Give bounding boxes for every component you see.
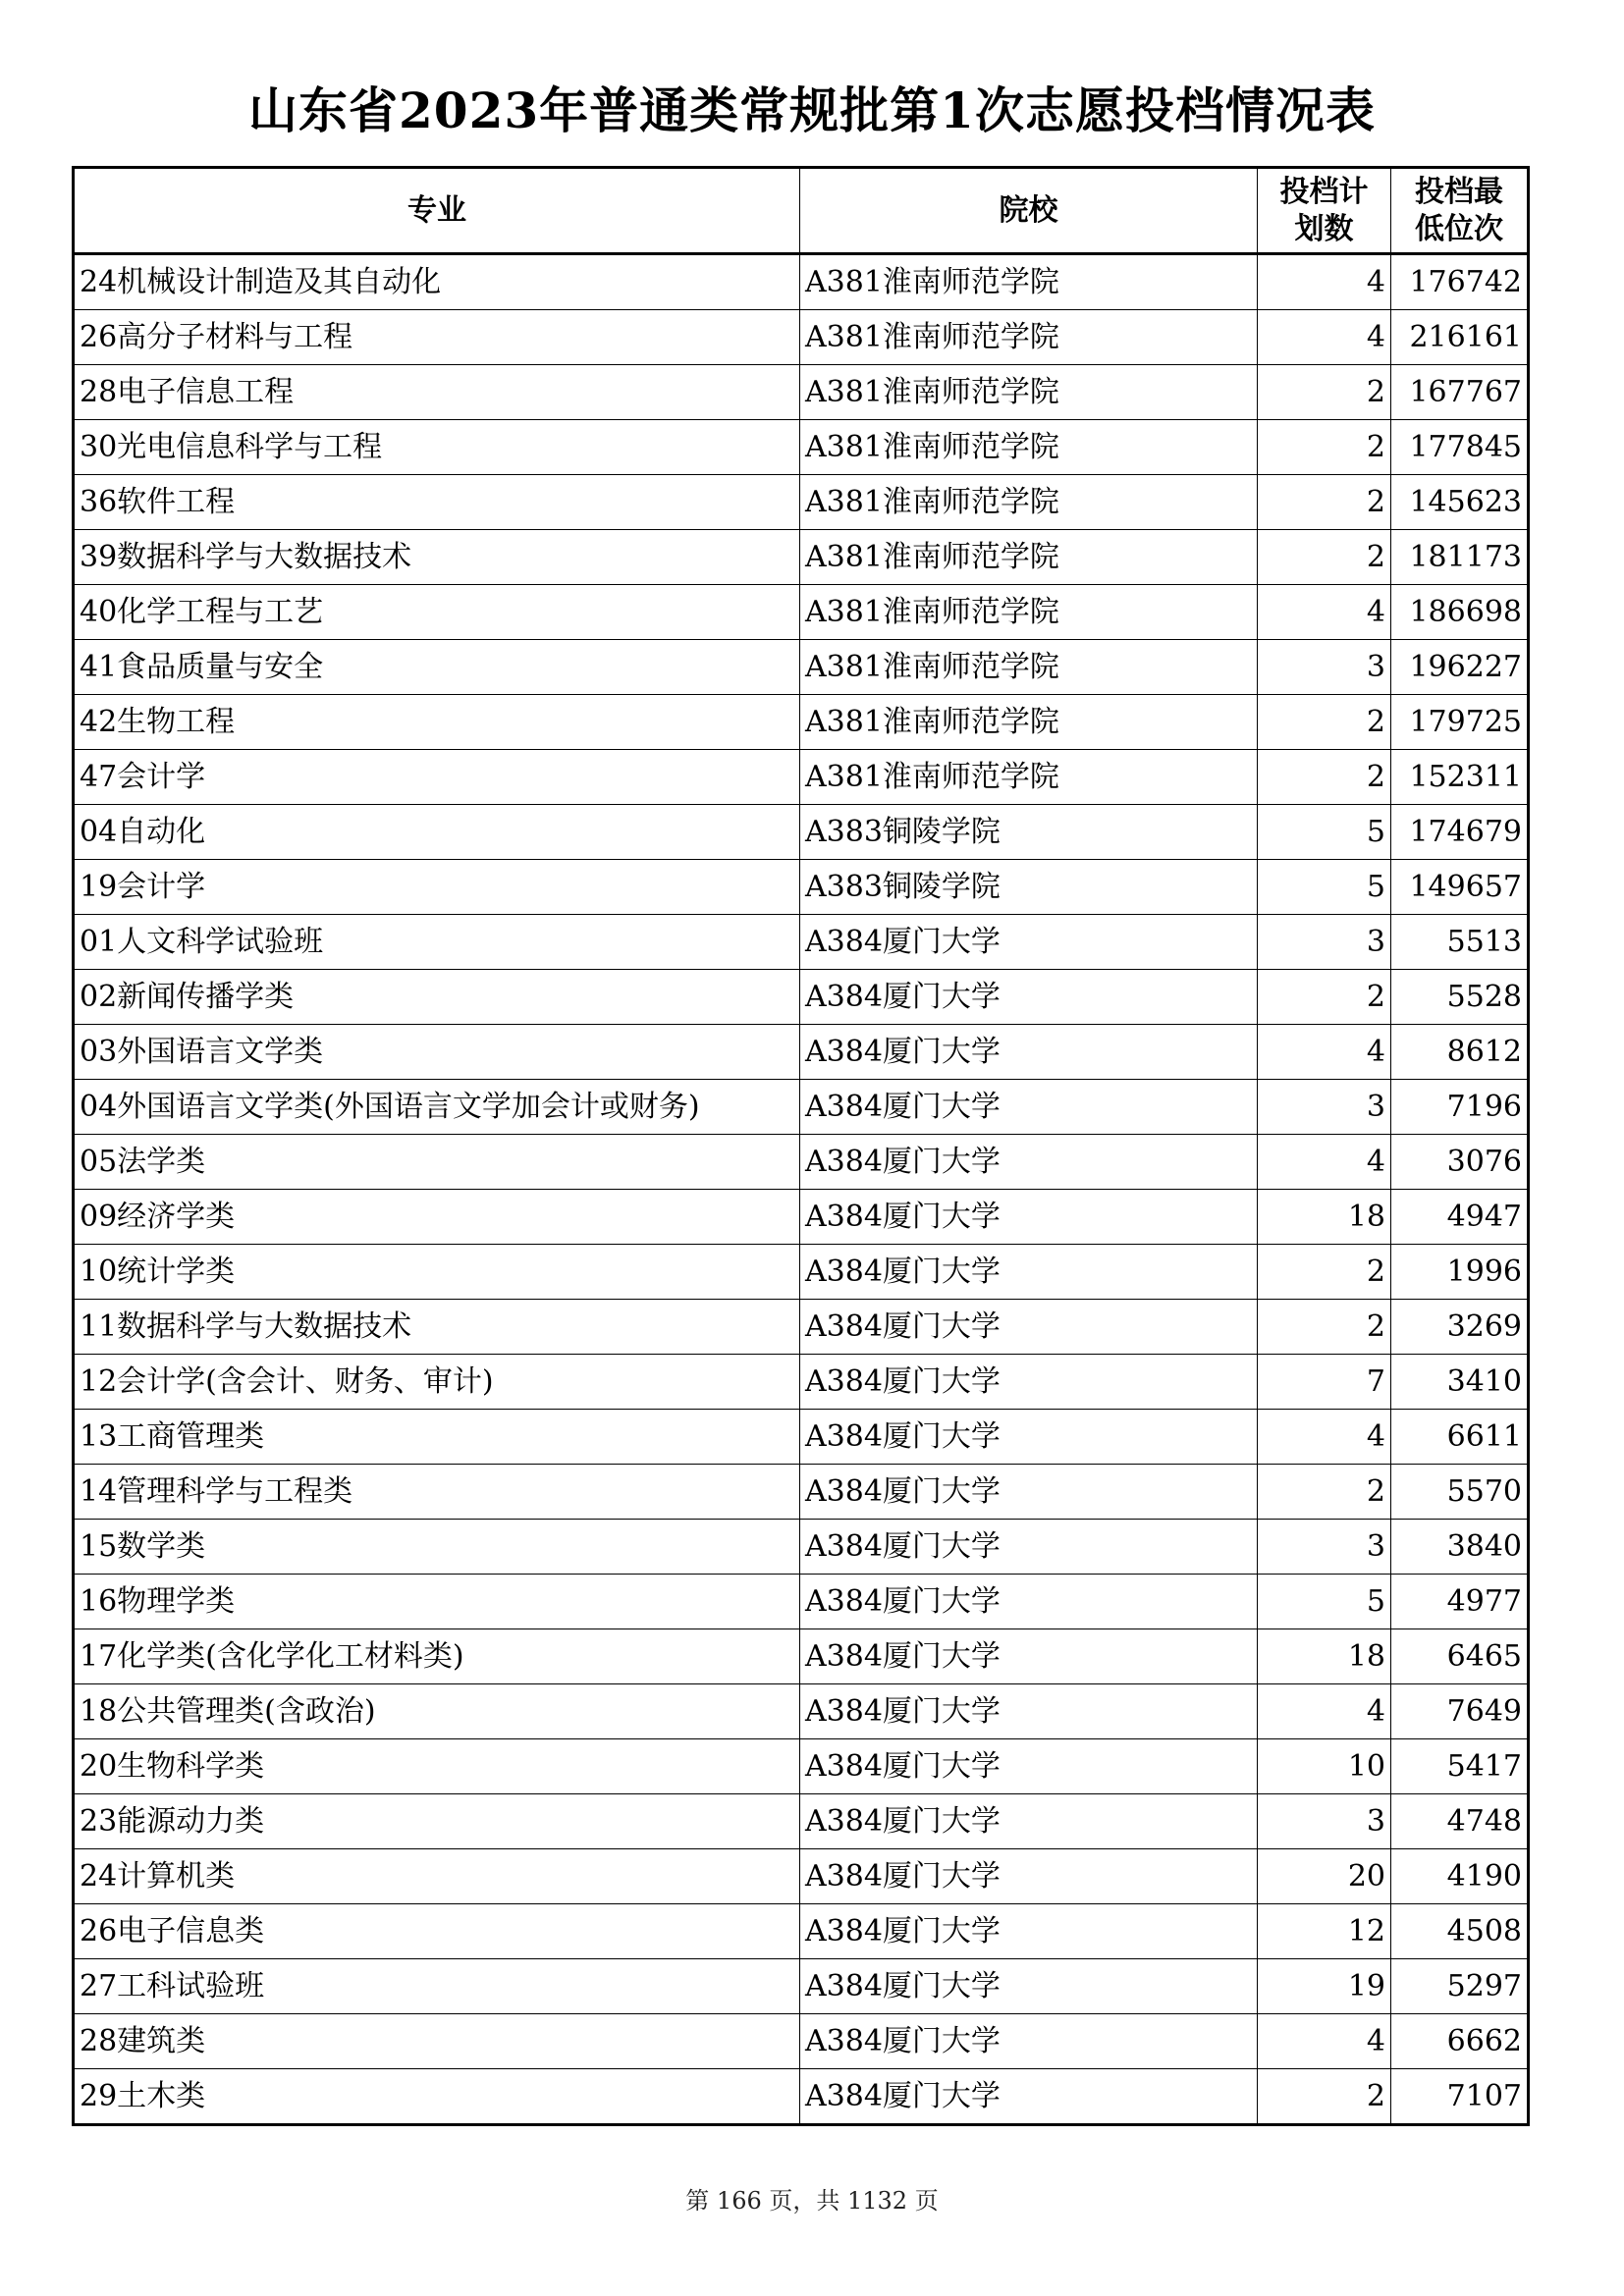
table-row (74, 585, 1529, 640)
major-cell: 41食品质量与安全 (74, 640, 800, 695)
table-header (74, 168, 1529, 254)
school-cell: A381淮南师范学院 (800, 420, 1258, 475)
min-rank-cell: 7107 (1391, 2069, 1529, 2125)
min-rank-cell: 145623 (1391, 475, 1529, 530)
school-cell: A384厦门大学 (800, 1080, 1258, 1135)
school-cell: A384厦门大学 (800, 1739, 1258, 1794)
table-row (74, 1410, 1529, 1465)
header-plan (1258, 168, 1391, 254)
table-row (74, 420, 1529, 475)
plan-count-cell: 18 (1258, 1629, 1391, 1684)
header-major: 专业 (74, 168, 800, 254)
table-row (74, 1739, 1529, 1794)
plan-count-cell: 3 (1258, 1080, 1391, 1135)
plan-count-cell: 20 (1258, 1849, 1391, 1904)
school-cell: A384厦门大学 (800, 1575, 1258, 1629)
header-plan-line1: 投档计 (1279, 174, 1369, 209)
table-row (74, 1465, 1529, 1520)
major-cell: 20生物科学类 (74, 1739, 800, 1794)
min-rank-cell: 196227 (1391, 640, 1529, 695)
min-rank-cell: 174679 (1391, 805, 1529, 860)
school-cell: A384厦门大学 (800, 970, 1258, 1025)
major-cell: 13工商管理类 (74, 1410, 800, 1465)
plan-count-cell: 2 (1258, 475, 1391, 530)
school-cell: A384厦门大学 (800, 1245, 1258, 1300)
major-cell: 40化学工程与工艺 (74, 585, 800, 640)
plan-count-cell: 3 (1258, 1794, 1391, 1849)
major-cell: 10统计学类 (74, 1245, 800, 1300)
table-row (74, 365, 1529, 420)
school-cell: A384厦门大学 (800, 1135, 1258, 1190)
min-rank-cell: 179725 (1391, 695, 1529, 750)
table-row (74, 915, 1529, 970)
min-rank-cell: 4190 (1391, 1849, 1529, 1904)
table-row (74, 2014, 1529, 2069)
plan-count-cell: 5 (1258, 860, 1391, 915)
school-cell: A384厦门大学 (800, 1959, 1258, 2014)
school-cell: A381淮南师范学院 (800, 365, 1258, 420)
table-row (74, 1245, 1529, 1300)
major-cell: 12会计学(含会计、财务、审计) (74, 1355, 800, 1410)
plan-count-cell: 4 (1258, 2014, 1391, 2069)
plan-count-cell: 3 (1258, 915, 1391, 970)
plan-count-cell: 2 (1258, 970, 1391, 1025)
table-row (74, 1135, 1529, 1190)
min-rank-cell: 1996 (1391, 1245, 1529, 1300)
table-body (74, 254, 1529, 2125)
major-cell: 01人文科学试验班 (74, 915, 800, 970)
major-cell: 16物理学类 (74, 1575, 800, 1629)
page-title: 山东省2023年普通类常规批第1次志愿投档情况表 (248, 81, 1376, 139)
header-rank-line1: 投档最 (1415, 174, 1503, 209)
table-row (74, 1794, 1529, 1849)
school-cell: A384厦门大学 (800, 2069, 1258, 2125)
school-cell: A384厦门大学 (800, 1684, 1258, 1739)
school-cell: A384厦门大学 (800, 1849, 1258, 1904)
table-row (74, 475, 1529, 530)
plan-count-cell: 4 (1258, 1684, 1391, 1739)
min-rank-cell: 177845 (1391, 420, 1529, 475)
min-rank-cell: 167767 (1391, 365, 1529, 420)
min-rank-cell: 4947 (1391, 1190, 1529, 1245)
plan-count-cell: 2 (1258, 420, 1391, 475)
table-row (74, 1355, 1529, 1410)
min-rank-cell: 5297 (1391, 1959, 1529, 2014)
major-cell: 24计算机类 (74, 1849, 800, 1904)
plan-count-cell: 3 (1258, 1520, 1391, 1575)
plan-count-cell: 2 (1258, 750, 1391, 805)
plan-count-cell: 10 (1258, 1739, 1391, 1794)
plan-count-cell: 2 (1258, 1465, 1391, 1520)
major-cell: 02新闻传播学类 (74, 970, 800, 1025)
page-footer: 第 166 页，共 1132 页 (685, 2187, 939, 2215)
min-rank-cell: 5570 (1391, 1465, 1529, 1520)
min-rank-cell: 5528 (1391, 970, 1529, 1025)
school-cell: A384厦门大学 (800, 1794, 1258, 1849)
table-row (74, 1904, 1529, 1959)
major-cell: 17化学类(含化学化工材料类) (74, 1629, 800, 1684)
major-cell: 04自动化 (74, 805, 800, 860)
plan-count-cell: 5 (1258, 805, 1391, 860)
table-row (74, 1520, 1529, 1575)
min-rank-cell: 5417 (1391, 1739, 1529, 1794)
plan-count-cell: 2 (1258, 695, 1391, 750)
plan-count-cell: 12 (1258, 1904, 1391, 1959)
min-rank-cell: 7649 (1391, 1684, 1529, 1739)
header-rank-line2: 低位次 (1415, 211, 1503, 246)
school-cell: A384厦门大学 (800, 1300, 1258, 1355)
plan-count-cell: 2 (1258, 2069, 1391, 2125)
table-row (74, 1629, 1529, 1684)
table-row (74, 970, 1529, 1025)
school-cell: A381淮南师范学院 (800, 254, 1258, 310)
major-cell: 29土木类 (74, 2069, 800, 2125)
table-row (74, 1684, 1529, 1739)
min-rank-cell: 4508 (1391, 1904, 1529, 1959)
table-row (74, 860, 1529, 915)
school-cell: A381淮南师范学院 (800, 530, 1258, 585)
major-cell: 09经济学类 (74, 1190, 800, 1245)
school-cell: A384厦门大学 (800, 2014, 1258, 2069)
header-plan-line2: 划数 (1294, 211, 1354, 246)
plan-count-cell: 2 (1258, 365, 1391, 420)
table-row (74, 2069, 1529, 2125)
plan-count-cell: 2 (1258, 1245, 1391, 1300)
min-rank-cell: 216161 (1391, 310, 1529, 365)
school-cell: A384厦门大学 (800, 1190, 1258, 1245)
table-row (74, 1190, 1529, 1245)
min-rank-cell: 5513 (1391, 915, 1529, 970)
plan-count-cell: 5 (1258, 1575, 1391, 1629)
plan-count-cell: 18 (1258, 1190, 1391, 1245)
plan-count-cell: 2 (1258, 1300, 1391, 1355)
min-rank-cell: 7196 (1391, 1080, 1529, 1135)
header-school: 院校 (800, 168, 1258, 254)
major-cell: 14管理科学与工程类 (74, 1465, 800, 1520)
min-rank-cell: 6465 (1391, 1629, 1529, 1684)
school-cell: A381淮南师范学院 (800, 310, 1258, 365)
min-rank-cell: 4977 (1391, 1575, 1529, 1629)
major-cell: 42生物工程 (74, 695, 800, 750)
table-row (74, 1080, 1529, 1135)
plan-count-cell: 4 (1258, 254, 1391, 310)
table-row (74, 695, 1529, 750)
plan-count-cell: 4 (1258, 585, 1391, 640)
major-cell: 47会计学 (74, 750, 800, 805)
major-cell: 28电子信息工程 (74, 365, 800, 420)
major-cell: 27工科试验班 (74, 1959, 800, 2014)
school-cell: A384厦门大学 (800, 1410, 1258, 1465)
school-cell: A381淮南师范学院 (800, 695, 1258, 750)
major-cell: 18公共管理类(含政治) (74, 1684, 800, 1739)
table-row (74, 1025, 1529, 1080)
plan-count-cell: 2 (1258, 530, 1391, 585)
table-row (74, 1849, 1529, 1904)
major-cell: 30光电信息科学与工程 (74, 420, 800, 475)
major-cell: 26高分子材料与工程 (74, 310, 800, 365)
school-cell: A384厦门大学 (800, 915, 1258, 970)
min-rank-cell: 149657 (1391, 860, 1529, 915)
table-row (74, 1959, 1529, 2014)
major-cell: 05法学类 (74, 1135, 800, 1190)
major-cell: 23能源动力类 (74, 1794, 800, 1849)
school-cell: A383铜陵学院 (800, 805, 1258, 860)
school-cell: A384厦门大学 (800, 1465, 1258, 1520)
plan-count-cell: 4 (1258, 1025, 1391, 1080)
min-rank-cell: 4748 (1391, 1794, 1529, 1849)
table-row (74, 805, 1529, 860)
min-rank-cell: 152311 (1391, 750, 1529, 805)
table-row (74, 1300, 1529, 1355)
plan-count-cell: 4 (1258, 1410, 1391, 1465)
school-cell: A381淮南师范学院 (800, 640, 1258, 695)
major-cell: 24机械设计制造及其自动化 (74, 254, 800, 310)
major-cell: 39数据科学与大数据技术 (74, 530, 800, 585)
min-rank-cell: 186698 (1391, 585, 1529, 640)
school-cell: A381淮南师范学院 (800, 585, 1258, 640)
table-row (74, 640, 1529, 695)
major-cell: 28建筑类 (74, 2014, 800, 2069)
major-cell: 11数据科学与大数据技术 (74, 1300, 800, 1355)
table-row (74, 750, 1529, 805)
plan-count-cell: 4 (1258, 1135, 1391, 1190)
header-rank (1391, 168, 1529, 254)
major-cell: 15数学类 (74, 1520, 800, 1575)
major-cell: 03外国语言文学类 (74, 1025, 800, 1080)
min-rank-cell: 3076 (1391, 1135, 1529, 1190)
major-cell: 04外国语言文学类(外国语言文学加会计或财务) (74, 1080, 800, 1135)
school-cell: A384厦门大学 (800, 1355, 1258, 1410)
min-rank-cell: 6662 (1391, 2014, 1529, 2069)
plan-count-cell: 19 (1258, 1959, 1391, 2014)
major-cell: 19会计学 (74, 860, 800, 915)
school-cell: A384厦门大学 (800, 1025, 1258, 1080)
table-row (74, 530, 1529, 585)
major-cell: 36软件工程 (74, 475, 800, 530)
major-cell: 26电子信息类 (74, 1904, 800, 1959)
school-cell: A384厦门大学 (800, 1629, 1258, 1684)
min-rank-cell: 181173 (1391, 530, 1529, 585)
plan-count-cell: 3 (1258, 640, 1391, 695)
table-row (74, 1575, 1529, 1629)
min-rank-cell: 6611 (1391, 1410, 1529, 1465)
admission-table (72, 166, 1530, 2126)
school-cell: A384厦门大学 (800, 1904, 1258, 1959)
table-row (74, 254, 1529, 310)
plan-count-cell: 7 (1258, 1355, 1391, 1410)
table-row (74, 310, 1529, 365)
school-cell: A383铜陵学院 (800, 860, 1258, 915)
min-rank-cell: 3410 (1391, 1355, 1529, 1410)
school-cell: A381淮南师范学院 (800, 750, 1258, 805)
min-rank-cell: 8612 (1391, 1025, 1529, 1080)
school-cell: A381淮南师范学院 (800, 475, 1258, 530)
min-rank-cell: 3269 (1391, 1300, 1529, 1355)
min-rank-cell: 3840 (1391, 1520, 1529, 1575)
min-rank-cell: 176742 (1391, 254, 1529, 310)
school-cell: A384厦门大学 (800, 1520, 1258, 1575)
plan-count-cell: 4 (1258, 310, 1391, 365)
